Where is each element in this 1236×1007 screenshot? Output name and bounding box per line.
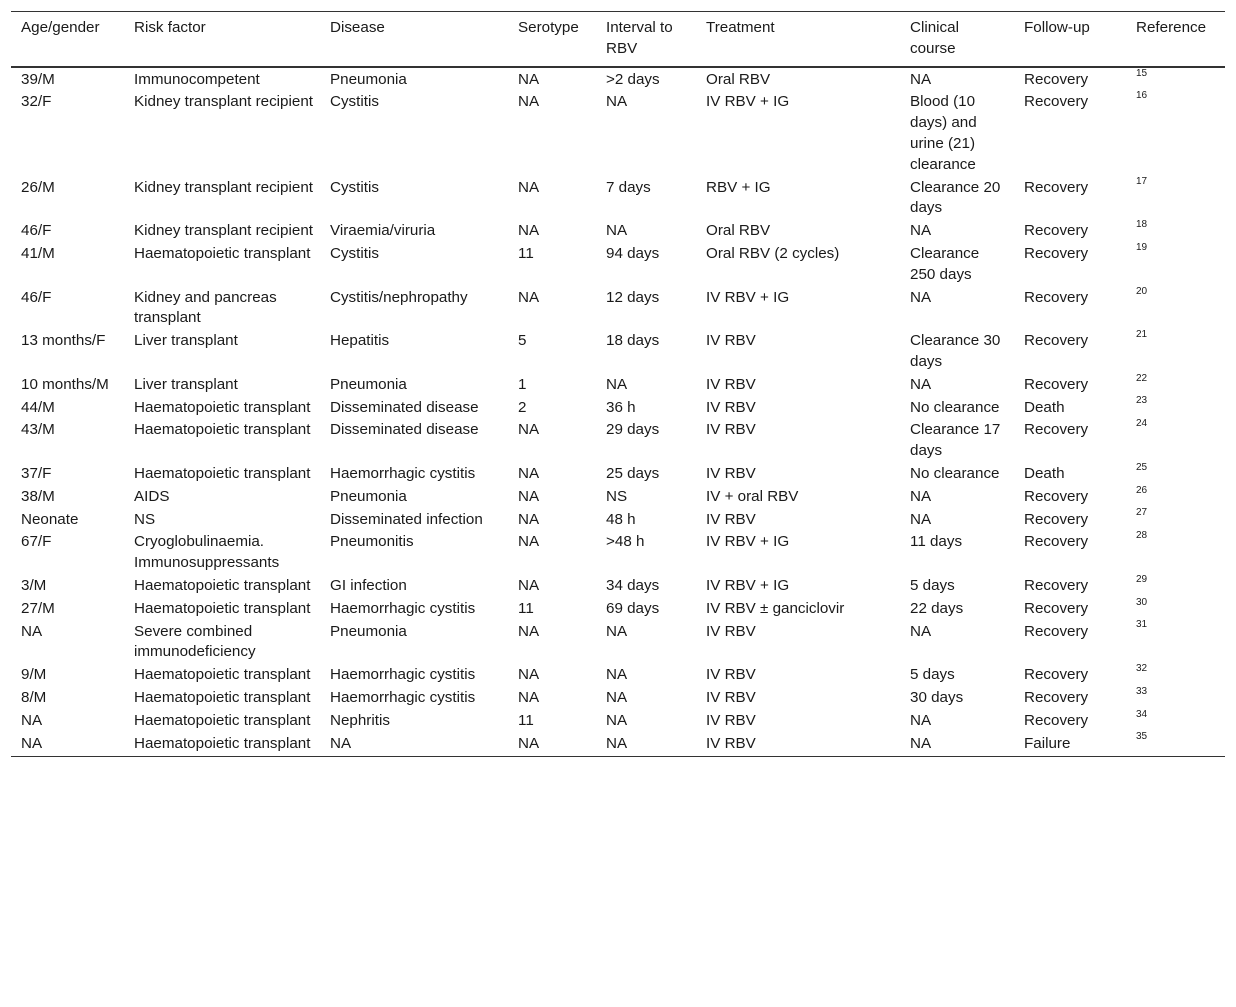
cell-clinical-course: Clearance 20 days (910, 178, 1001, 217)
table-row (11, 177, 1225, 221)
table-body (11, 67, 1225, 757)
cell-interval: 48 h (606, 510, 636, 528)
cell-follow-up: Recovery (1024, 599, 1089, 617)
cell-clinical-course: Blood (10 days) and urine (21) clearance (910, 93, 977, 173)
cell-disease: Haemorrhagic cystitis (330, 666, 476, 684)
cell-age-gender: 32/F (21, 93, 52, 111)
reference-number: 20 (1136, 285, 1148, 297)
cell-age-gender: Neonate (21, 510, 79, 528)
reference-number: 16 (1136, 90, 1148, 102)
cell-treatment: IV + oral RBV (706, 487, 799, 505)
cell-treatment: IV RBV (706, 464, 756, 482)
cell-clinical-course: Clearance 17 days (910, 421, 1001, 460)
cell-interval: NA (606, 734, 628, 752)
cell-reference (1126, 486, 1225, 509)
cell-clinical-course: 5 days (910, 666, 955, 684)
table-row (11, 463, 1225, 486)
cell-reference (1126, 598, 1225, 621)
table-row (11, 374, 1225, 397)
cell-follow-up: Recovery (1024, 576, 1089, 594)
cell-serotype: 2 (518, 398, 527, 416)
cell-clinical-course: Clearance 30 days (910, 332, 1001, 370)
cell-interval: >2 days (606, 70, 660, 88)
cell-interval: 29 days (606, 421, 660, 439)
cell-age-gender: 43/M (21, 421, 55, 439)
cell-risk-factor: Haematopoietic transplant (134, 244, 311, 262)
cell-serotype: NA (518, 622, 540, 640)
cell-serotype: 11 (518, 244, 534, 262)
cell-clinical-course: NA (910, 222, 932, 240)
cell-interval: 7 days (606, 178, 651, 196)
cell-serotype: 11 (518, 599, 534, 617)
cell-treatment: IV RBV (706, 734, 756, 752)
cell-disease: Pneumonitis (330, 533, 414, 551)
reference-number: 18 (1136, 219, 1148, 231)
cell-age-gender: 13 months/F (21, 332, 106, 350)
cell-age-gender: 38/M (21, 487, 55, 505)
cell-age-gender: 67/F (21, 533, 52, 551)
cell-treatment: IV RBV + IG (706, 533, 790, 551)
cell-reference (1126, 733, 1225, 757)
cell-reference (1126, 67, 1225, 92)
cell-treatment: IV RBV (706, 375, 756, 393)
cell-reference (1126, 531, 1225, 575)
cell-interval: NA (606, 222, 628, 240)
cell-age-gender: NA (21, 711, 43, 729)
cell-follow-up: Recovery (1024, 178, 1089, 196)
reference-number: 33 (1136, 685, 1148, 697)
table-row (11, 687, 1225, 710)
cell-treatment: IV RBV + IG (706, 576, 790, 594)
cell-age-gender: 46/F (21, 288, 52, 306)
cell-disease: Cystitis (330, 93, 379, 111)
cell-serotype: 11 (518, 711, 534, 729)
cell-treatment: IV RBV (706, 332, 756, 350)
cell-risk-factor: Haematopoietic transplant (134, 464, 311, 482)
cell-clinical-course: 5 days (910, 576, 955, 594)
reference-number: 24 (1136, 418, 1148, 430)
cell-interval: 18 days (606, 332, 660, 350)
cell-reference (1126, 220, 1225, 243)
header-disease: Disease (330, 19, 385, 36)
cell-risk-factor: Kidney and pancreas transplant (134, 288, 277, 327)
header-follow-up: Follow-up (1024, 19, 1090, 36)
cell-reference (1126, 374, 1225, 397)
cell-follow-up: Recovery (1024, 688, 1089, 706)
cell-reference (1126, 575, 1225, 598)
cell-risk-factor: Haematopoietic transplant (134, 398, 311, 416)
reference-number: 25 (1136, 461, 1148, 473)
cell-age-gender: 10 months/M (21, 375, 109, 393)
cell-serotype: NA (518, 510, 540, 528)
header-treatment: Treatment (706, 19, 775, 36)
reference-number: 35 (1136, 731, 1148, 743)
table-row (11, 397, 1225, 420)
cell-disease: Pneumonia (330, 487, 407, 505)
cell-disease: Pneumonia (330, 375, 407, 393)
cell-reference (1126, 621, 1225, 665)
header-reference: Reference (1136, 19, 1207, 36)
cell-serotype: NA (518, 533, 540, 551)
header-age-gender: Age/gender (21, 19, 100, 36)
cell-treatment: IV RBV (706, 510, 756, 528)
cell-treatment: IV RBV (706, 666, 756, 684)
cell-interval: NS (606, 487, 628, 505)
cell-risk-factor: Cryoglobulinaemia. Immunosuppressants (134, 533, 280, 572)
reference-number: 29 (1136, 573, 1148, 585)
cell-risk-factor: Haematopoietic transplant (134, 421, 311, 439)
cell-interval: 25 days (606, 464, 660, 482)
table-row (11, 531, 1225, 575)
cell-clinical-course: NA (910, 70, 932, 88)
cell-disease: Cystitis (330, 244, 379, 262)
table-row (11, 220, 1225, 243)
cell-risk-factor: Haematopoietic transplant (134, 576, 311, 594)
cell-serotype: NA (518, 178, 540, 196)
cell-disease: Disseminated disease (330, 398, 479, 416)
table-row (11, 486, 1225, 509)
cell-serotype: NA (518, 688, 540, 706)
cell-serotype: NA (518, 487, 540, 505)
cell-clinical-course: NA (910, 622, 932, 640)
table-row (11, 621, 1225, 665)
header-serotype: Serotype (518, 19, 579, 36)
cell-disease: Pneumonia (330, 622, 407, 640)
cell-age-gender: 44/M (21, 398, 55, 416)
cell-treatment: Oral RBV (706, 222, 771, 240)
cell-reference (1126, 397, 1225, 420)
cell-treatment: IV RBV (706, 421, 756, 439)
cell-treatment: IV RBV (706, 688, 756, 706)
cell-follow-up: Recovery (1024, 487, 1089, 505)
cell-risk-factor: Haematopoietic transplant (134, 688, 311, 706)
reference-number: 23 (1136, 395, 1148, 407)
cell-interval: >48 h (606, 533, 645, 551)
table-row (11, 330, 1225, 374)
cell-reference (1126, 177, 1225, 221)
cell-interval: 94 days (606, 244, 660, 262)
cell-treatment: Oral RBV (706, 70, 771, 88)
cell-disease: GI infection (330, 576, 407, 594)
cell-interval: NA (606, 666, 628, 684)
reference-number: 31 (1136, 619, 1148, 631)
table-row (11, 509, 1225, 532)
cell-risk-factor: Kidney transplant recipient (134, 222, 313, 240)
cell-reference (1126, 243, 1225, 287)
cell-risk-factor: Haematopoietic transplant (134, 666, 311, 684)
cell-follow-up: Death (1024, 464, 1065, 482)
table-row (11, 67, 1225, 92)
cell-follow-up: Recovery (1024, 244, 1089, 262)
reference-number: 17 (1136, 175, 1148, 187)
cell-serotype: 1 (518, 375, 527, 393)
cell-clinical-course: NA (910, 510, 932, 528)
cell-risk-factor: NS (134, 510, 156, 528)
cell-follow-up: Recovery (1024, 332, 1089, 350)
table-header (11, 12, 1225, 67)
cell-serotype: NA (518, 222, 540, 240)
cell-follow-up: Failure (1024, 734, 1071, 752)
cell-age-gender: 9/M (21, 666, 47, 684)
cell-age-gender: 41/M (21, 244, 55, 262)
cell-serotype: 5 (518, 332, 527, 350)
header-row (11, 12, 1225, 67)
table-container (11, 11, 1225, 757)
cell-disease: Disseminated disease (330, 421, 479, 439)
reference-number: 22 (1136, 372, 1148, 384)
reference-number: 28 (1136, 530, 1148, 542)
cell-follow-up: Recovery (1024, 93, 1089, 111)
cell-interval: NA (606, 711, 628, 729)
cell-disease: NA (330, 734, 352, 752)
cell-reference (1126, 287, 1225, 331)
table-row (11, 664, 1225, 687)
cell-disease: Disseminated infection (330, 510, 483, 528)
cell-interval: 12 days (606, 288, 660, 306)
cell-age-gender: NA (21, 622, 43, 640)
cell-interval: NA (606, 375, 628, 393)
cell-follow-up: Recovery (1024, 288, 1089, 306)
cell-age-gender: 37/F (21, 464, 52, 482)
case-reports-table (11, 11, 1225, 757)
cell-disease: Haemorrhagic cystitis (330, 599, 476, 617)
table-row (11, 575, 1225, 598)
cell-reference (1126, 91, 1225, 176)
cell-reference (1126, 463, 1225, 486)
reference-number: 27 (1136, 507, 1148, 519)
cell-clinical-course: 30 days (910, 688, 964, 706)
cell-disease: Haemorrhagic cystitis (330, 688, 476, 706)
cell-serotype: NA (518, 93, 540, 111)
cell-treatment: IV RBV + IG (706, 93, 790, 111)
cell-interval: 34 days (606, 576, 660, 594)
cell-interval: 36 h (606, 398, 636, 416)
table-row (11, 598, 1225, 621)
cell-clinical-course: NA (910, 288, 932, 306)
table-row (11, 287, 1225, 331)
cell-clinical-course: No clearance (910, 464, 1000, 482)
cell-treatment: IV RBV (706, 622, 756, 640)
reference-number: 19 (1136, 241, 1148, 253)
cell-follow-up: Recovery (1024, 222, 1089, 240)
reference-number: 15 (1136, 67, 1148, 79)
cell-risk-factor: Haematopoietic transplant (134, 734, 311, 752)
reference-number: 34 (1136, 708, 1148, 720)
cell-reference (1126, 664, 1225, 687)
cell-risk-factor: Kidney transplant recipient (134, 93, 313, 111)
cell-disease: Nephritis (330, 711, 390, 729)
cell-follow-up: Recovery (1024, 421, 1089, 439)
header-risk-factor: Risk factor (134, 19, 206, 36)
reference-number: 30 (1136, 596, 1148, 608)
cell-reference (1126, 509, 1225, 532)
cell-age-gender: 3/M (21, 576, 47, 594)
cell-treatment: IV RBV ± ganciclovir (706, 599, 845, 617)
cell-serotype: NA (518, 288, 540, 306)
cell-clinical-course: 22 days (910, 599, 964, 617)
cell-treatment: IV RBV (706, 711, 756, 729)
cell-risk-factor: Haematopoietic transplant (134, 711, 311, 729)
cell-risk-factor: Severe combined immunodeficiency (134, 622, 256, 661)
cell-clinical-course: 11 days (910, 533, 963, 551)
cell-follow-up: Recovery (1024, 666, 1089, 684)
cell-disease: Hepatitis (330, 332, 390, 350)
cell-follow-up: Recovery (1024, 375, 1089, 393)
cell-disease: Cystitis/nephropathy (330, 288, 468, 306)
cell-follow-up: Recovery (1024, 510, 1089, 528)
cell-age-gender: 27/M (21, 599, 55, 617)
cell-age-gender: 8/M (21, 688, 47, 706)
cell-treatment: Oral RBV (2 cycles) (706, 244, 840, 262)
cell-risk-factor: AIDS (134, 487, 170, 505)
cell-age-gender: NA (21, 734, 43, 752)
cell-serotype: NA (518, 576, 540, 594)
cell-follow-up: Recovery (1024, 622, 1089, 640)
cell-serotype: NA (518, 421, 540, 439)
cell-treatment: RBV + IG (706, 178, 771, 196)
cell-risk-factor: Kidney transplant recipient (134, 178, 313, 196)
table-row (11, 710, 1225, 733)
cell-follow-up: Death (1024, 398, 1065, 416)
cell-serotype: NA (518, 734, 540, 752)
cell-reference (1126, 330, 1225, 374)
cell-reference (1126, 419, 1225, 463)
cell-treatment: IV RBV (706, 398, 756, 416)
cell-disease: Viraemia/viruria (330, 222, 436, 240)
cell-serotype: NA (518, 464, 540, 482)
cell-clinical-course: NA (910, 711, 932, 729)
cell-interval: NA (606, 622, 628, 640)
cell-interval: NA (606, 93, 628, 111)
cell-clinical-course: No clearance (910, 398, 1000, 416)
table-row (11, 91, 1225, 176)
cell-reference (1126, 687, 1225, 710)
table-row (11, 243, 1225, 287)
cell-follow-up: Recovery (1024, 70, 1089, 88)
cell-disease: Haemorrhagic cystitis (330, 464, 476, 482)
cell-clinical-course: NA (910, 375, 932, 393)
cell-risk-factor: Haematopoietic transplant (134, 599, 311, 617)
cell-serotype: NA (518, 666, 540, 684)
header-clinical-course: Clinical course (910, 19, 959, 57)
cell-risk-factor: Liver transplant (134, 332, 238, 350)
cell-interval: 69 days (606, 599, 660, 617)
cell-clinical-course: NA (910, 487, 932, 505)
cell-reference (1126, 710, 1225, 733)
cell-age-gender: 26/M (21, 178, 55, 196)
table-row (11, 733, 1225, 757)
cell-interval: NA (606, 688, 628, 706)
cell-treatment: IV RBV + IG (706, 288, 790, 306)
cell-age-gender: 46/F (21, 222, 52, 240)
cell-clinical-course: Clearance 250 days (910, 244, 980, 283)
cell-clinical-course: NA (910, 734, 932, 752)
reference-number: 32 (1136, 663, 1148, 675)
header-interval: Interval to RBV (606, 19, 673, 57)
cell-risk-factor: Liver transplant (134, 375, 238, 393)
cell-serotype: NA (518, 70, 540, 88)
cell-disease: Cystitis (330, 178, 379, 196)
cell-risk-factor: Immunocompetent (134, 70, 260, 88)
cell-age-gender: 39/M (21, 70, 55, 88)
cell-follow-up: Recovery (1024, 711, 1089, 729)
table-row (11, 419, 1225, 463)
cell-disease: Pneumonia (330, 70, 407, 88)
cell-follow-up: Recovery (1024, 533, 1089, 551)
reference-number: 26 (1136, 484, 1148, 496)
reference-number: 21 (1136, 329, 1148, 341)
